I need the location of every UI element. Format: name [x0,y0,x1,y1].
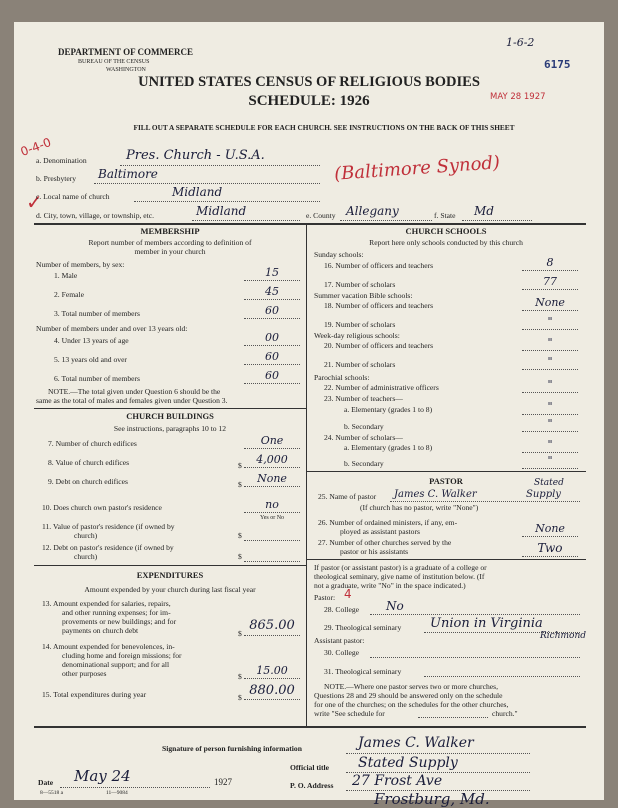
q14-dollar: $ [238,672,242,681]
date-value: May 24 [74,767,131,785]
q14-line-3: denominational support; and for all [62,660,170,669]
membership-title: MEMBERSHIP [140,226,200,236]
denomination-value: Pres. Church - U.S.A. [126,148,265,163]
date-year: 1927 [214,777,232,787]
q25-note: (If church has no pastor, write "None") [360,503,479,512]
presbytery-value: Baltimore [98,167,158,181]
denomination-label: a. Denomination [36,156,87,165]
membership-note-1: NOTE.—The total given under Question 6 should be the [48,387,221,396]
sunday-head: Sunday schools: [314,250,364,259]
buildings-rule [34,565,306,566]
by-sex-head: Number of members, by sex: [36,260,125,269]
pastor-note-4-end: church." [492,709,518,718]
q24a-value: " [547,438,553,451]
city-town-label: d. City, town, village, or township, etc. [36,211,155,220]
q27-value: Two [537,541,563,555]
q8-label: 8. Value of church edifices [48,458,130,467]
date-label: Date [38,778,54,787]
q9-label: 9. Debt on church edifices [48,477,128,486]
q20-label: 20. Number of officers and teachers [324,341,434,350]
pastor-rule [306,559,586,560]
official-title-value: Stated Supply [358,755,458,771]
q12-dollar: $ [238,552,242,561]
census-schedule-form [14,22,604,808]
q8-value: 4,000 [256,453,288,466]
q11-dollar: $ [238,531,242,540]
city-label: WASHINGTON [106,67,146,73]
q6-value: 60 [265,369,279,382]
q23b-value: " [547,417,553,430]
q5-label: 5. 13 years old and over [54,355,127,364]
q8-dollar: $ [238,461,242,470]
pastor-note-1: NOTE.—Where one pastor serves two or more churches, [324,682,498,691]
q15-label: 15. Total expenditures during year [42,690,147,699]
q7-label: 7. Number of church edifices [48,439,137,448]
state-label: f. State [434,211,456,220]
q24a-label: a. Elementary (grades 1 to 8) [344,443,433,452]
graduate-note-3: not a graduate, write "No" in the space indicated.) [314,581,466,590]
q13-line-1: 13. Amount expended for salaries, repairs, [42,599,171,608]
bottom-rule [34,726,586,728]
graduate-note-2: theological seminary, give name of institution below. (If [314,572,485,581]
buildings-title: CHURCH BUILDINGS [126,411,214,421]
bureau-label: BUREAU OF THE CENSUS [78,59,150,65]
q29-value-city: Richmond [540,631,587,641]
q13-line-3: provements or new buildings; and for [62,617,177,626]
q14-value: 15.00 [256,664,288,677]
q9-dollar: $ [238,480,242,489]
state-value: Md [474,204,494,218]
q26-label-2: ployed as assistant pastors [340,527,420,536]
pencil-code: 1-6-2 [506,36,535,49]
q16-value: 8 [546,256,554,269]
q11-label: 11. Value of pastor's residence (if owned by [42,522,175,531]
q21-label: 21. Number of scholars [324,360,396,369]
address-value-2: Frostburg, Md. [374,790,490,808]
q3-value: 60 [265,304,279,317]
q23a-label: a. Elementary (grades 1 to 8) [344,405,433,414]
q1-label: 1. Male [54,271,78,280]
q12-label: 12. Debt on pastor's residence (if owned by [42,543,174,552]
county-label: e. County [306,211,336,220]
form-title: UNITED STATES CENSUS OF RELIGIOUS BODIES [138,74,480,90]
buildings-sub: See instructions, paragraphs 10 to 12 [113,424,227,433]
q13-line-4: payments on church debt [62,626,139,635]
parochial-head: Parochial schools: [314,373,370,382]
county-value: Allegany [346,204,399,218]
q6-label: 6. Total number of members [54,374,141,383]
q27-label: 27. Number of other churches served by the [318,538,452,547]
q4-label: 4. Under 13 years of age [54,336,129,345]
pastor-red-mark: 4 [344,587,352,601]
local-name-label: c. Local name of church [36,192,110,201]
q25-value-stated: Stated [534,478,564,488]
pastor-note-4: write "See schedule for [314,709,385,718]
signature-label: Signature of person furnishing information [162,744,302,753]
q7-value: One [260,434,284,447]
margin-mark: 0-4-0 [18,135,54,159]
address-value: 27 Frost Ave [352,773,443,789]
q20-value: " [547,336,553,349]
assistant-head: Assistant pastor: [314,636,365,645]
presbytery-synod-note: (Baltimore Synod) [333,152,501,185]
q13-value: 865.00 [249,618,295,633]
expenditures-sub: Amount expended by your church during last fiscal year [84,585,256,594]
q19-label: 19. Number of scholars [324,320,396,329]
q18-value: None [535,296,565,309]
membership-intro-1: Report number of members according to definition of [88,238,252,247]
q28-value: No [386,599,404,613]
pastor-title: PASTOR [429,476,463,486]
membership-intro-2: member in your church [134,247,206,256]
local-name-value: Midland [172,185,223,199]
schedule-title: SCHEDULE: 1926 [248,93,370,109]
q14-line-1: 14. Amount expended for benevolences, in- [42,642,175,651]
pastor-sub-head: Pastor: [314,593,336,602]
q23b-label: b. Secondary [344,422,384,431]
top-rule [34,223,586,225]
q16-label: 16. Number of officers and teachers [324,261,434,270]
q31-label: 31. Theological seminary [324,667,402,676]
q2-label: 2. Female [54,290,84,299]
instruction-line: FILL OUT A SEPARATE SCHEDULE FOR EACH CHURCH. SEE INSTRUCTIONS ON THE BACK OF THIS SHEET [133,123,515,132]
pastor-note-3: for one of the churches; on the schedules for the other churches, [314,700,509,709]
q27-label-2: pastor or his assistants [340,547,409,556]
q18-label: 18. Number of officers and teachers [324,301,434,310]
graduate-note-1: If pastor (or assistant pastor) is a graduate of a college or [314,563,487,572]
form-code: 8—5518 a [40,790,64,796]
weekday-head: Week-day religious schools: [314,331,400,340]
yes-no-hint: Yes or No [259,515,285,521]
q29-value: Union in Virginia [430,616,543,631]
vacation-head: Summer vacation Bible schools: [314,291,413,300]
q28-label: 28. College [324,605,360,614]
official-title-label: Official title [290,763,330,772]
q26-label: 26. Number of ordained ministers, if any, em- [318,518,458,527]
schools-sub: Report here only schools conducted by this church [369,238,523,247]
q26-value: None [535,522,565,535]
department-label: DEPARTMENT OF COMMERCE [58,47,194,57]
q25-label: 25. Name of pastor [318,492,377,501]
presbytery-label: b. Presbytery [36,174,77,183]
q9-value: None [257,472,287,485]
q19-value: " [547,315,553,328]
q17-label: 17. Number of scholars [324,280,396,289]
q22-label: 22. Number of administrative officers [324,383,439,392]
q5-value: 60 [265,350,279,363]
q14-line-4: other purposes [62,669,107,678]
signature-value: James C. Walker [358,735,474,751]
q2-value: 45 [265,285,279,298]
column-divider [306,223,307,726]
q15-dollar: $ [238,693,242,702]
q10-label: 10. Does church own pastor's residence [42,503,162,512]
q10-value: no [265,498,279,511]
q1-value: 15 [265,266,279,279]
q21-value: " [547,355,553,368]
expenditures-title: EXPENDITURES [136,570,204,580]
red-check-mark: ✓ [26,190,43,214]
q24b-value: " [547,454,553,467]
q23a-value: " [547,400,553,413]
q25-value: James C. Walker [394,489,477,500]
q22-value: " [547,378,553,391]
q23-label: 23. Number of teachers— [324,394,403,403]
schools-title: CHURCH SCHOOLS [405,226,487,236]
age-head: Number of members under and over 13 years old: [36,324,188,333]
q12-label-2: church) [74,552,98,561]
received-stamp: MAY 28 1927 [490,92,546,102]
form-code-2: 11—9084 [106,790,128,796]
q24b-label: b. Secondary [344,459,384,468]
q17-value: 77 [543,275,557,288]
q4-value: 00 [265,331,279,344]
schedule-number: 6175 [544,58,571,71]
q3-label: 3. Total number of members [54,309,141,318]
q25-value-title: Supply [526,489,561,500]
city-town-value: Midland [196,204,247,218]
pastor-note-2: Questions 28 and 29 should be answered only on the schedule [314,691,503,700]
membership-rule [34,408,306,409]
membership-note-2: same as the total of males and females given under Question 3. [36,396,228,405]
q30-label: 30. College [324,648,360,657]
q13-line-2: and other running expenses; for im- [62,608,171,617]
schools-rule [306,471,586,472]
q15-value: 880.00 [249,683,295,698]
q13-dollar: $ [238,629,242,638]
q14-line-2: cluding home and foreign missions; for [62,651,182,660]
q11-label-2: church) [74,531,98,540]
q24-label: 24. Number of scholars— [324,433,403,442]
address-label: P. O. Address [290,781,334,790]
q29-label: 29. Theological seminary [324,623,402,632]
